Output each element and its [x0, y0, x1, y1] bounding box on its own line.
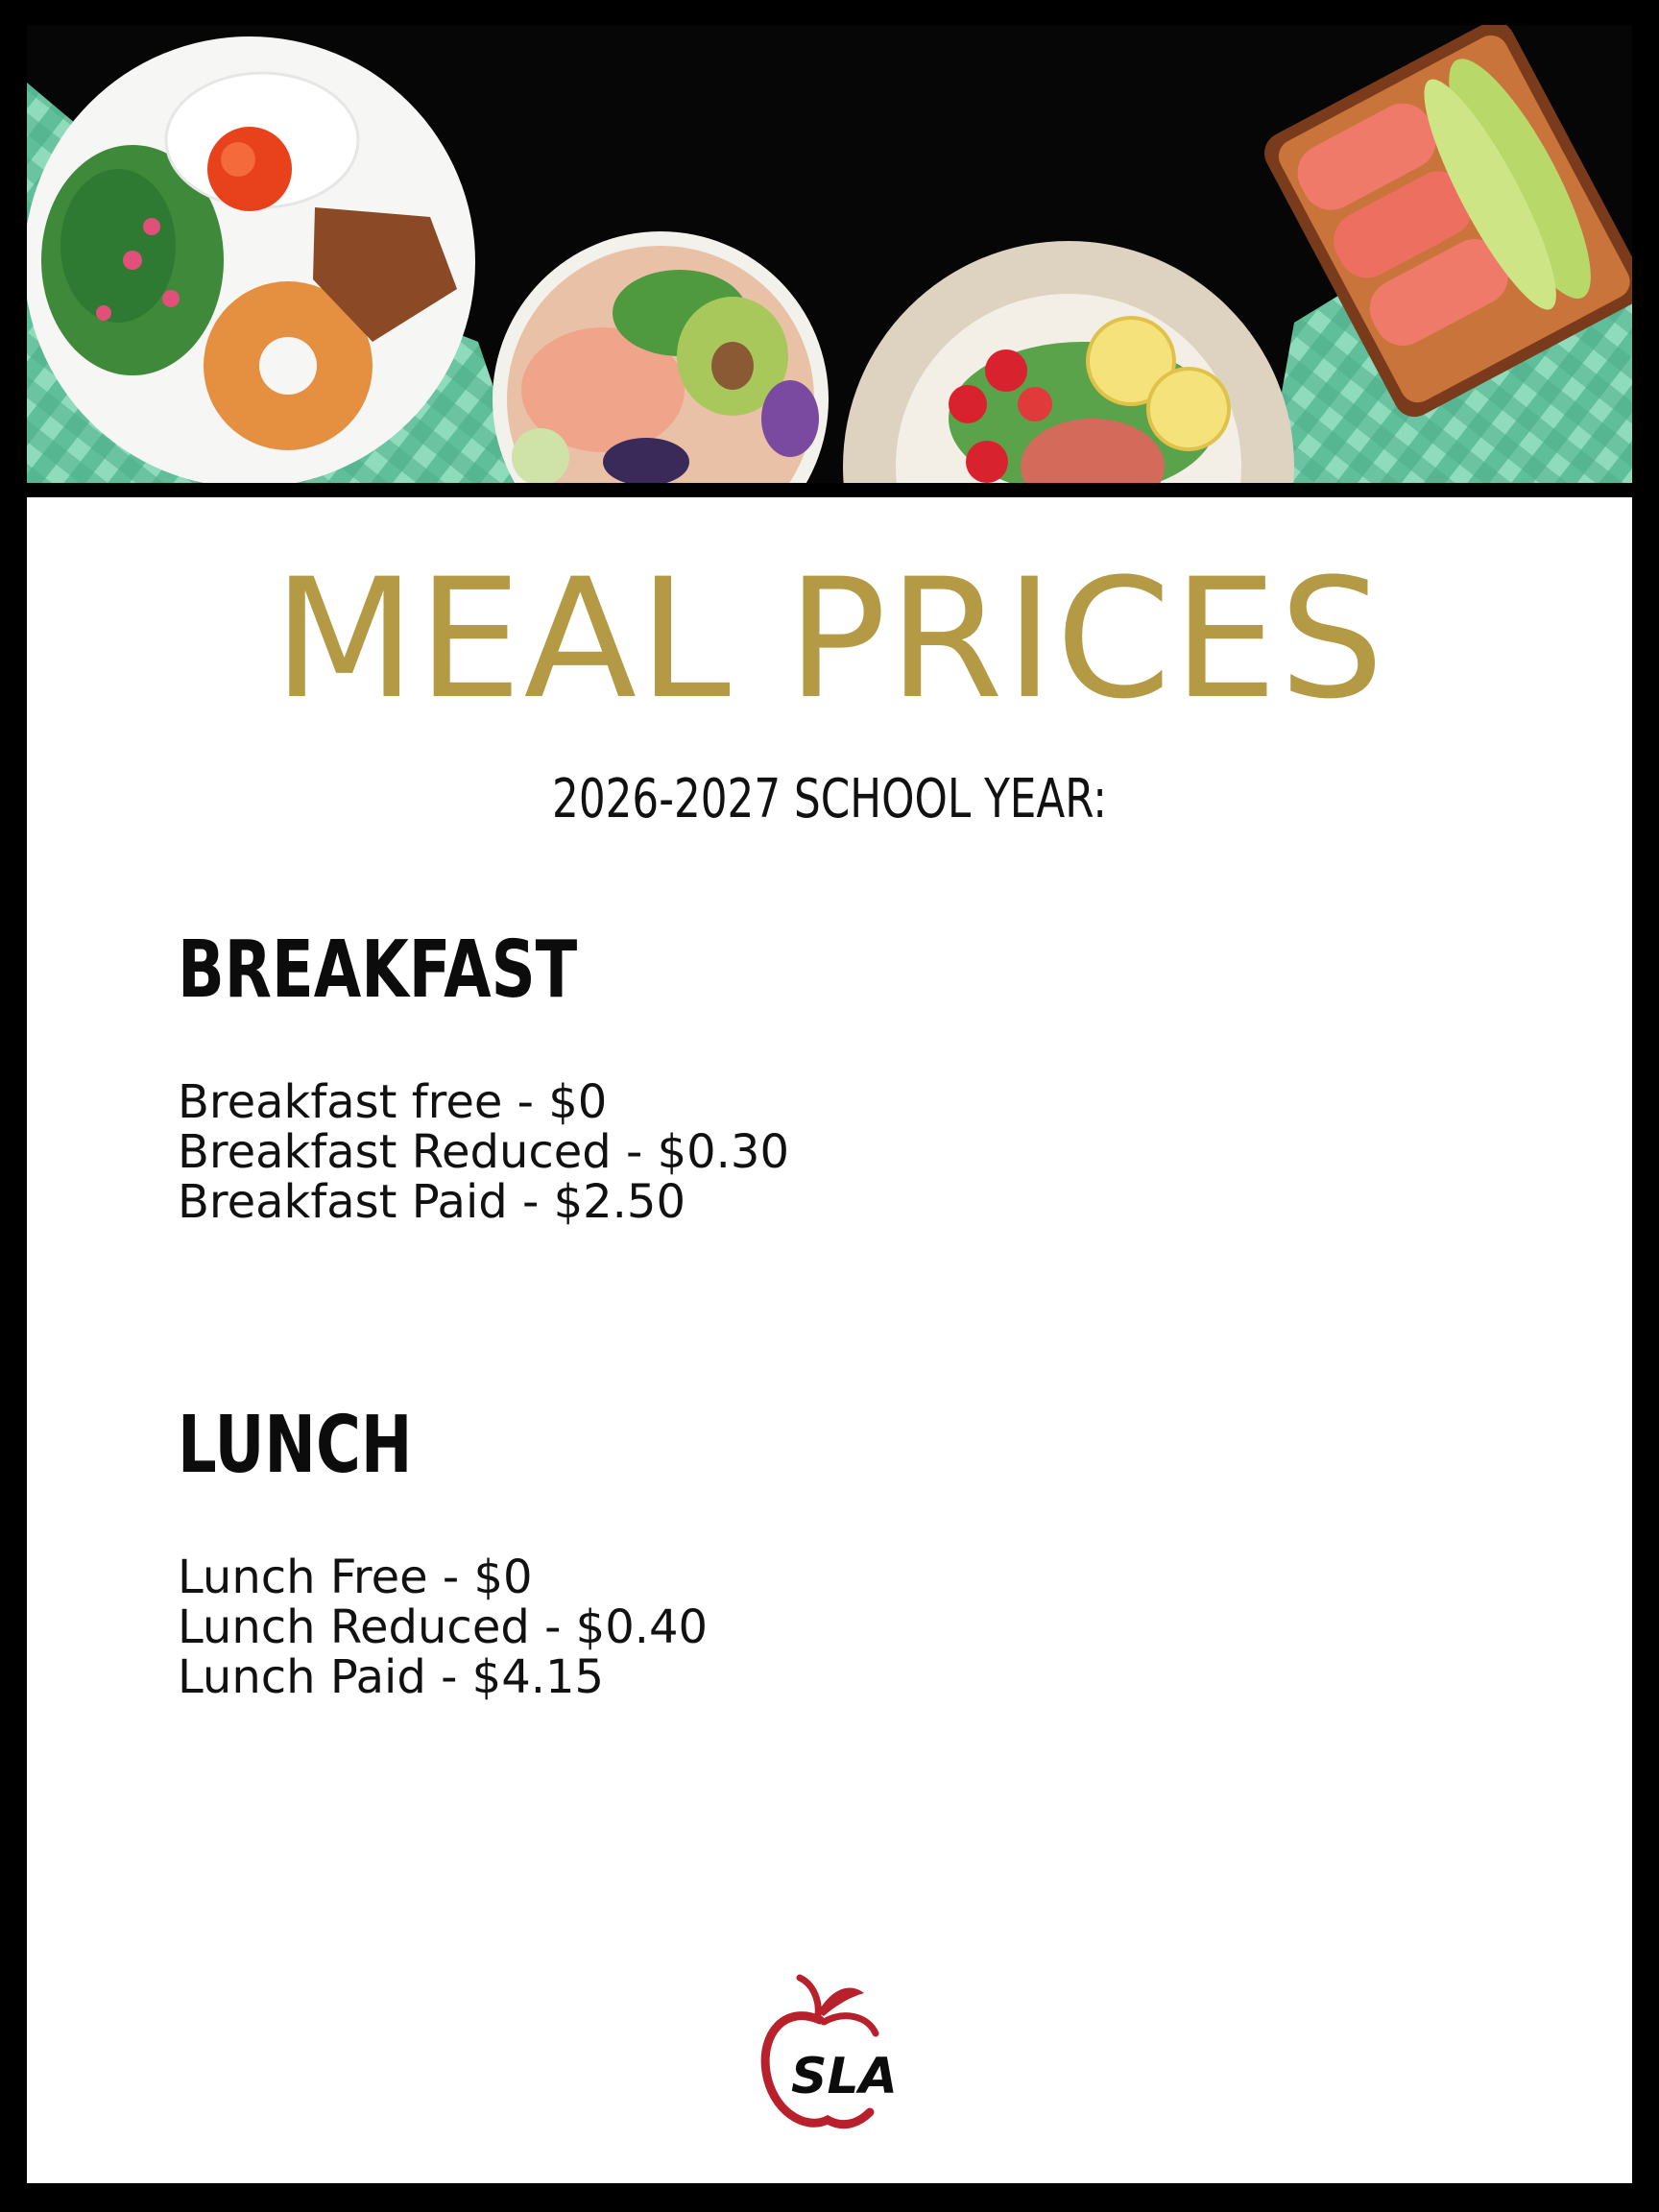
price-sheet — [27, 497, 1632, 2183]
sla-logo — [757, 1966, 925, 2134]
sla-logo-text: SLA — [791, 2048, 898, 2105]
lunch-reduced-price: Lunch Reduced - $0.40 — [178, 1600, 709, 1654]
school-year-subtitle: 2026-2027 SCHOOL YEAR: — [552, 768, 1107, 830]
lunch-paid-price: Lunch Paid - $4.15 — [178, 1650, 605, 1704]
lunch-heading: LUNCH — [178, 1400, 413, 1491]
page-title: MEAL PRICES — [273, 542, 1386, 735]
food-banner — [27, 25, 1632, 483]
breakfast-paid-price: Breakfast Paid - $2.50 — [178, 1175, 686, 1229]
breakfast-reduced-price: Breakfast Reduced - $0.30 — [178, 1125, 790, 1179]
lunch-price-list — [178, 1552, 708, 1702]
lunch-free-price: Lunch Free - $0 — [178, 1551, 533, 1604]
breakfast-heading: BREAKFAST — [178, 925, 578, 1016]
breakfast-free-price: Breakfast free - $0 — [178, 1075, 608, 1129]
food-illustration — [27, 25, 1632, 483]
breakfast-plate-icon — [27, 36, 475, 483]
breakfast-price-list — [178, 1077, 789, 1227]
